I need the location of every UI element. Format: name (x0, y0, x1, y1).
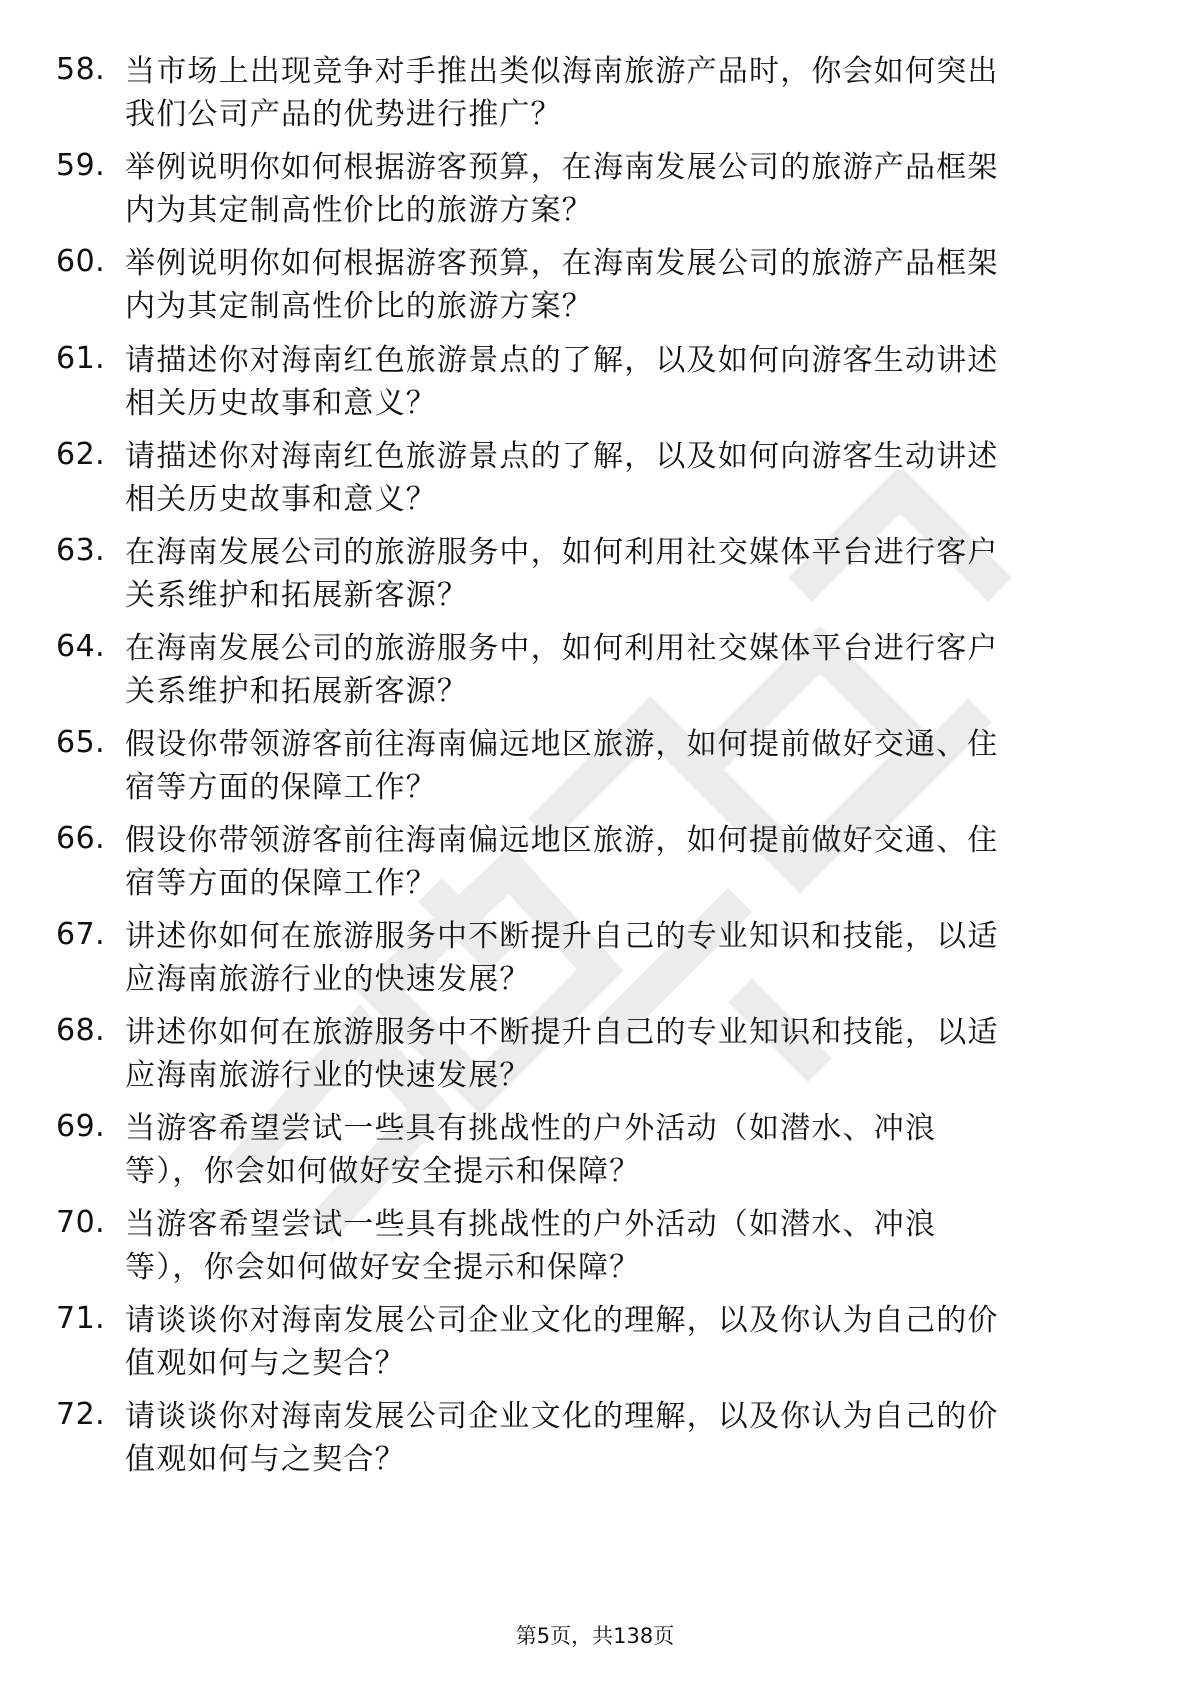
question-number: 61. (56, 341, 106, 376)
question-number: 58. (56, 52, 106, 87)
question-item (0, 146, 1190, 242)
question-item (0, 1203, 1190, 1299)
question-item (0, 1395, 1190, 1491)
question-number: 64. (56, 629, 106, 664)
question-number: 60. (56, 244, 106, 279)
question-number: 72. (56, 1397, 106, 1432)
question-item (0, 50, 1190, 146)
question-item (0, 339, 1190, 435)
question-text: 讲述你如何在旅游服务中不断提升自己的专业知识和技能，以适 应海南旅游行业的快速发展？ (125, 1015, 999, 1093)
question-text: 当游客希望尝试一些具有挑战性的户外活动（如潜水、冲浪 等），你会如何做好安全提示和保障？ (125, 1111, 937, 1189)
question-number: 67. (56, 917, 106, 952)
question-text: 讲述你如何在旅游服务中不断提升自己的专业知识和技能，以适 应海南旅游行业的快速发展？ (125, 919, 999, 997)
page-footer: 第5页，共138页 (515, 1624, 675, 1648)
question-number: 62. (56, 437, 106, 472)
question-item (0, 531, 1190, 627)
question-item (0, 915, 1190, 1011)
question-text: 请描述你对海南红色旅游景点的了解，以及如何向游客生动讲述 相关历史故事和意义？ (125, 343, 999, 421)
question-number: 65. (56, 725, 106, 760)
question-text: 假设你带领游客前往海南偏远地区旅游，如何提前做好交通、住 宿等方面的保障工作？ (125, 727, 999, 805)
question-text: 在海南发展公司的旅游服务中，如何利用社交媒体平台进行客户 关系维护和拓展新客源？ (125, 535, 999, 613)
question-item (0, 819, 1190, 915)
question-number: 71. (56, 1301, 106, 1336)
question-text: 假设你带领游客前往海南偏远地区旅游，如何提前做好交通、住 宿等方面的保障工作？ (125, 823, 999, 901)
question-item (0, 1107, 1190, 1203)
question-number: 66. (56, 821, 106, 856)
question-item (0, 627, 1190, 723)
question-text: 在海南发展公司的旅游服务中，如何利用社交媒体平台进行客户 关系维护和拓展新客源？ (125, 631, 999, 709)
question-item (0, 242, 1190, 338)
question-text: 请谈谈你对海南发展公司企业文化的理解，以及你认为自己的价 值观如何与之契合？ (125, 1399, 999, 1477)
question-number: 59. (56, 148, 106, 183)
question-text: 举例说明你如何根据游客预算，在海南发展公司的旅游产品框架 内为其定制高性价比的旅游方案？ (125, 246, 999, 324)
question-number: 70. (56, 1205, 106, 1240)
question-number: 69. (56, 1109, 106, 1144)
question-number: 68. (56, 1013, 106, 1048)
question-text: 举例说明你如何根据游客预算，在海南发展公司的旅游产品框架 内为其定制高性价比的旅游方案？ (125, 150, 999, 228)
question-item (0, 723, 1190, 819)
question-text: 请描述你对海南红色旅游景点的了解，以及如何向游客生动讲述 相关历史故事和意义？ (125, 439, 999, 517)
question-item (0, 1299, 1190, 1395)
question-number: 63. (56, 533, 106, 568)
question-text: 当市场上出现竞争对手推出类似海南旅游产品时，你会如何突出 我们公司产品的优势进行推广？ (125, 54, 999, 132)
question-item (0, 435, 1190, 531)
question-text: 当游客希望尝试一些具有挑战性的户外活动（如潜水、冲浪 等），你会如何做好安全提示和保障？ (125, 1207, 937, 1285)
question-item (0, 1011, 1190, 1107)
question-text: 请谈谈你对海南发展公司企业文化的理解，以及你认为自己的价 值观如何与之契合？ (125, 1303, 999, 1381)
